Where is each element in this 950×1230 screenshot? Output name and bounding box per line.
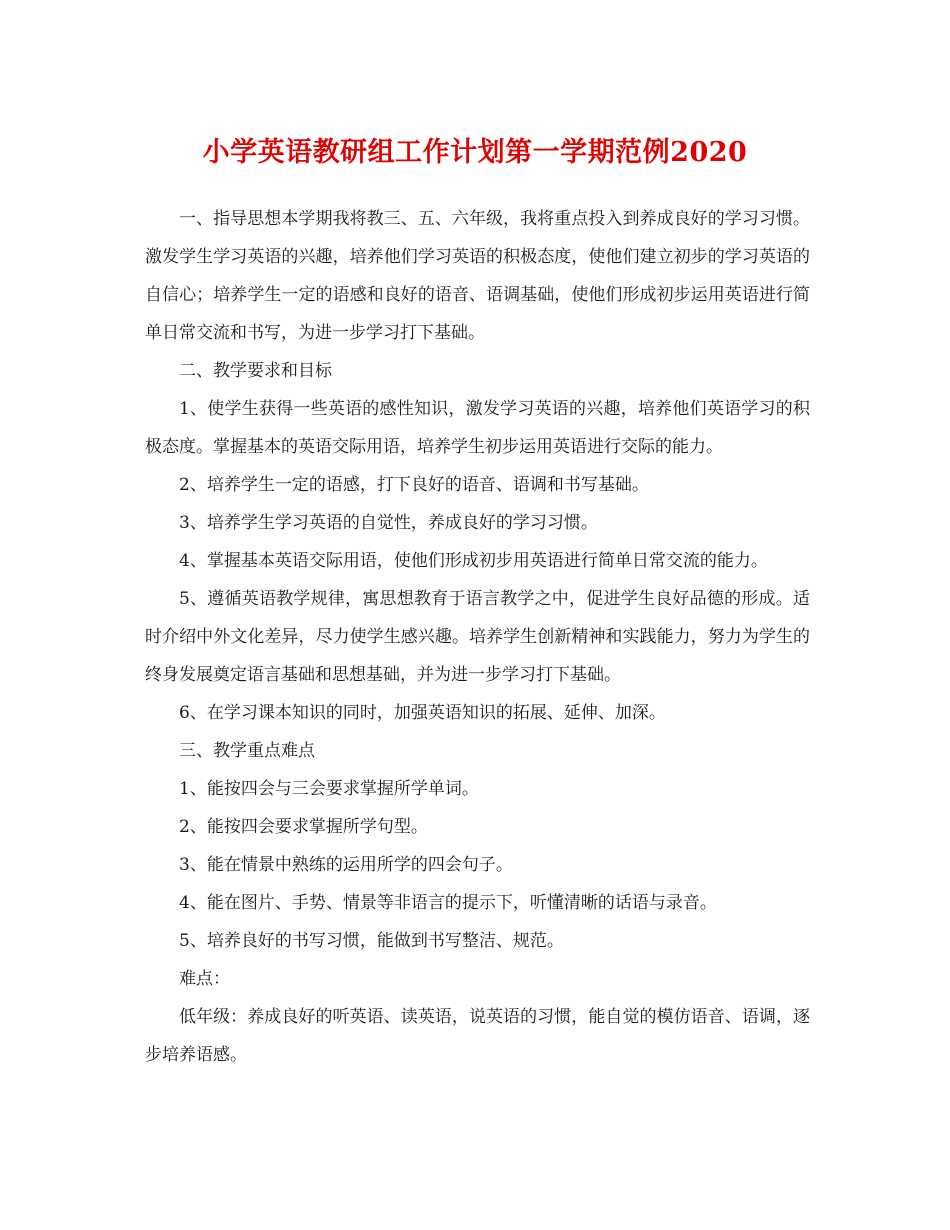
subheading-difficulties: 难点： (179, 969, 230, 989)
list-item-key-5: 5、培养良好的书写习惯，能做到书写整洁、规范。 (179, 931, 564, 951)
list-item-key-4: 4、能在图片、手势、情景等非语言的提示下，听懂清晰的话语与录音。 (179, 893, 717, 913)
list-item-key-3: 3、能在情景中熟练的运用所学的四会句子。 (179, 855, 513, 875)
list-item-goal-1: 1、使学生获得一些英语的感性知识，激发学习英语的兴趣，培养他们英语学习的积极态度。掌握基本的英语交际用语，培养学生初步运用英语进行交际的能力。 (145, 399, 810, 457)
section-heading-key-points: 三、教学重点难点 (179, 741, 315, 761)
list-item-goal-5: 5、遵循英语教学规律，寓思想教育于语言教学之中，促进学生良好品德的形成。适时介绍中外文化差异，尽力使学生感兴趣。培养学生创新精神和实践能力，努力为学生的终身发展奠定语言基础和思想基础，并为进一步学习打下基础。 (145, 589, 810, 685)
list-item-goal-2: 2、培养学生一定的语感，打下良好的语音、语调和书写基础。 (179, 475, 649, 495)
list-item-goal-3: 3、培养学生学习英语的自觉性，养成良好的学习习惯。 (179, 513, 598, 533)
list-item-goal-6: 6、在学习课本知识的同时，加强英语知识的拓展、延伸、加深。 (179, 703, 666, 723)
paragraph-lower-grades: 低年级：养成良好的听英语、读英语，说英语的习惯，能自觉的模仿语音、语调，逐步培养语感。 (145, 1007, 810, 1065)
document-body (145, 200, 810, 1074)
document-title: 小学英语教研组工作计划第一学期范例2020 (202, 137, 748, 168)
list-item-key-1: 1、能按四会与三会要求掌握所学单词。 (179, 779, 479, 799)
paragraph-guiding-ideology: 一、指导思想本学期我将教三、五、六年级，我将重点投入到养成良好的学习习惯。激发学生学习英语的兴趣，培养他们学习英语的积极态度，使他们建立初步的学习英语的自信心；培养学生一定的语感和良好的语音、语调基础，使他们形成初步运用英语进行简单日常交流和书写，为进一步学习打下基础。 (145, 209, 810, 343)
section-heading-requirements: 二、教学要求和目标 (179, 361, 332, 381)
list-item-goal-4: 4、掌握基本英语交际用语，使他们形成初步用英语进行简单日常交流的能力。 (179, 551, 768, 571)
list-item-key-2: 2、能按四会要求掌握所学句型。 (179, 817, 428, 837)
